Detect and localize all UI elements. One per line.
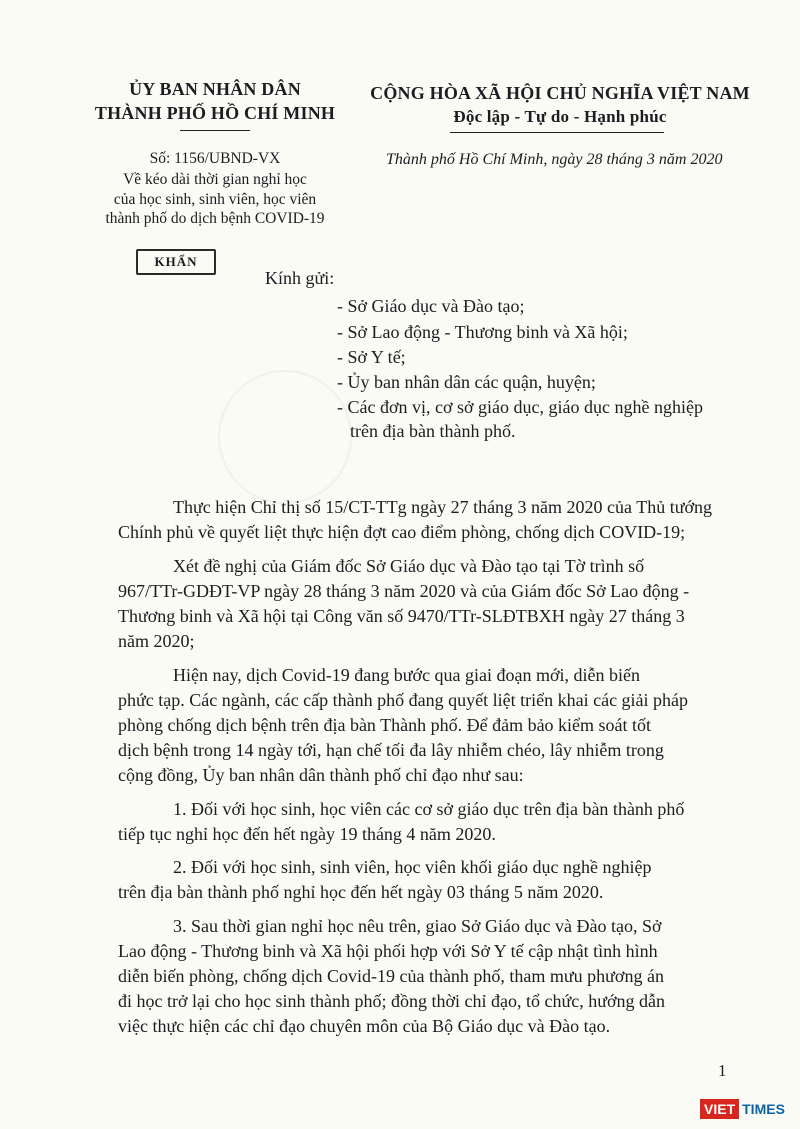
recipient-item: - Sở Lao động - Thương binh và Xã hội; [337,322,628,342]
nation-title: CỘNG HÒA XÃ HỘI CHỦ NGHĨA VIỆT NAM [370,83,750,103]
body-line: Hiện nay, dịch Covid-19 đang bước qua giai đoạn mới, diễn biến [173,665,641,685]
urgent-stamp: KHẨN [136,249,216,275]
subject-line-3: thành phố do dịch bệnh COVID-19 [105,210,325,227]
body-line: diễn biến phòng, chống dịch Covid-19 của thành phố, tham mưu phương án [118,966,664,986]
body-line: năm 2020; [118,631,195,651]
body-line: Chính phủ về quyết liệt thực hiện đợt cao điểm phòng, chống dịch COVID-19; [118,522,686,542]
recipient-item: - Ủy ban nhân dân các quận, huyện; [337,372,596,392]
subject-line-1: Về kéo dài thời gian nghỉ học [123,171,307,188]
body-line: Thương binh và Xã hội tại Công văn số 9470/TTr-SLĐTBXH ngày 27 tháng 3 [118,606,685,626]
body-line: tiếp tục nghỉ học đến hết ngày 19 tháng 4 năm 2020. [118,824,496,844]
subject-line-2: của học sinh, sinh viên, học viên [113,191,317,208]
nation-motto: Độc lập - Tự do - Hạnh phúc [453,107,667,126]
body-line: phức tạp. Các ngành, các cấp thành phố đang quyết liệt triển khai các giải pháp [118,690,689,710]
body-line: phòng chống dịch bệnh trên địa bàn Thành phố. Để đảm bảo kiểm soát tốt [118,715,652,735]
body-line: dịch bệnh trong 14 ngày tới, hạn chế tối đa lây nhiễm chéo, lây nhiễm trong [118,740,664,760]
body-line: 967/TTr-GDĐT-VP ngày 28 tháng 3 năm 2020 và của Giám đốc Sở Lao động - [118,581,690,601]
agency-line-2: THÀNH PHỐ HỒ CHÍ MINH [94,103,336,123]
body-line: đi học trở lại cho học sinh thành phố; đồng thời chỉ đạo, tổ chức, hướng dẫn [118,991,665,1011]
body-line: 2. Đối với học sinh, sinh viên, học viên khối giáo dục nghề nghiệp [173,857,652,877]
viettimes-logo [700,1096,788,1122]
page-number: 1 [718,1061,727,1080]
agency-line-1: ỦY BAN NHÂN DÂN [129,79,301,99]
recipient-item: - Sở Y tế; [337,347,406,367]
body-line: cộng đồng, Ủy ban nhân dân thành phố chỉ đạo như sau: [118,765,524,785]
faint-seal-image [218,370,352,504]
body-line: Lao động - Thương binh và Xã hội phối hợp với Sở Y tế cập nhật tình hình [118,941,658,961]
logo-times: TIMES [742,1101,785,1117]
recipient-item: trên địa bàn thành phố. [350,421,516,441]
issue-date: Thành phố Hồ Chí Minh, ngày 28 tháng 3 năm 2020 [386,151,723,168]
agency-underline [180,130,250,131]
document-number: Số: 1156/UBND-VX [149,150,281,167]
motto-underline [450,132,664,133]
recipient-item: - Sở Giáo dục và Đào tạo; [337,296,525,316]
body-line: Xét đề nghị của Giám đốc Sở Giáo dục và Đào tạo tại Tờ trình số [173,556,645,576]
logo-viet: VIET [700,1099,739,1119]
body-line: việc thực hiện các chỉ đạo chuyên môn của Bộ Giáo dục và Đào tạo. [118,1016,611,1036]
body-line: Thực hiện Chỉ thị số 15/CT-TTg ngày 27 tháng 3 năm 2020 của Thủ tướng [173,497,712,517]
body-line: 1. Đối với học sinh, học viên các cơ sở giáo dục trên địa bàn thành phố [173,799,685,819]
recipients-label: Kính gửi: [265,268,335,288]
body-line: 3. Sau thời gian nghỉ học nêu trên, giao Sở Giáo dục và Đào tạo, Sở [173,916,662,936]
body-line: trên địa bàn thành phố nghỉ học đến hết ngày 03 tháng 5 năm 2020. [118,882,604,902]
recipient-item: - Các đơn vị, cơ sở giáo dục, giáo dục nghề nghiệp [337,397,703,417]
